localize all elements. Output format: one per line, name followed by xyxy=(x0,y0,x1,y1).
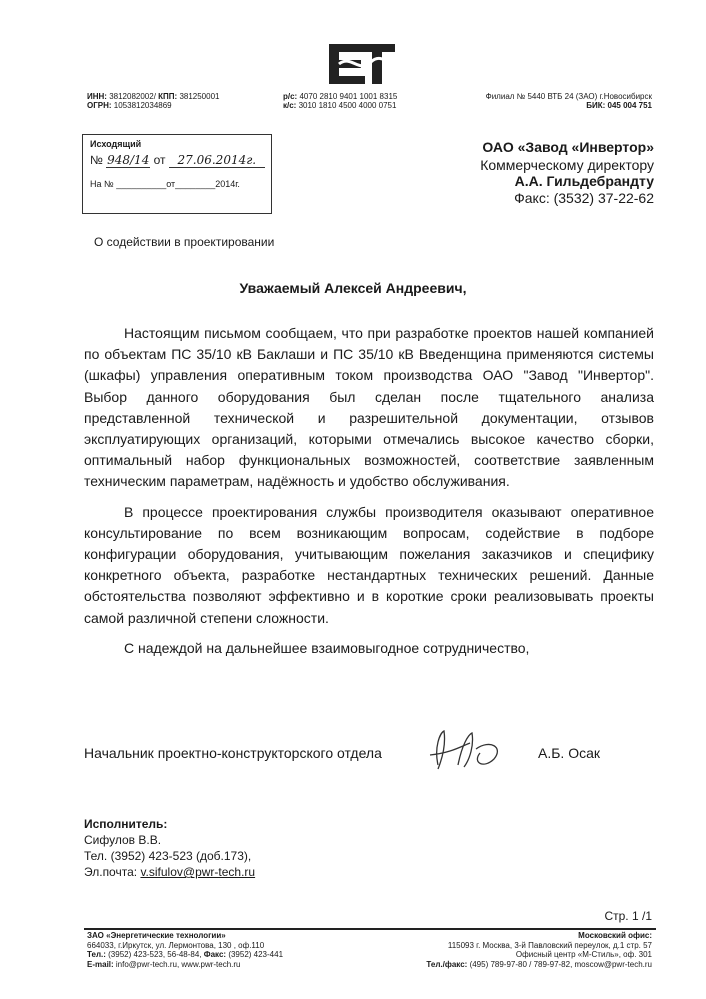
footer-tel: (3952) 423-523, 56-48-84, xyxy=(108,950,202,959)
paragraph: Настоящим письмом сообщаем, что при разработке проектов нашей компанией по объектам ПС 35/10 кВ Баклаши и ПС 35/10 кВ Введенщина применяются системы (шкафы) управления оперативным током производства ОАО "Завод "Инвертор". Выбор данного оборудования был сделан после тщательного анализа представленной технической и разрешительной документации, отзывов эксплуатирующих организаций, которыми отмечались высокое качество сборки, оптимальный набор функциональных возможностей, соответствие заявленным техническим параметрам, надёжность и удобство обслуживания. xyxy=(84,325,654,490)
footer-divider xyxy=(84,928,656,930)
recipient-fax: Факс: (3532) 37-22-62 xyxy=(514,190,654,206)
moscow-tel: (495) 789-97-80 / 789-97-82, moscow@pwr-tech.ru xyxy=(469,959,652,969)
from-label: от xyxy=(153,153,166,167)
page-number: Стр. 1 /1 xyxy=(604,909,652,923)
executor-block xyxy=(84,816,255,880)
footer-fax-label: Факс: xyxy=(203,950,227,959)
footer-right xyxy=(426,931,652,969)
paragraph: В процессе проектирования службы производителя оказывают оперативное консультирование по всем возникающим вопросам, содействие в подборе конфигурации оборудования, учитывающим пожелания заказчиков и специфику конкретного объекта, разработке нестандартных технических решений. Данные обстоятельства позволяют эффективно и в короткие сроки реализовывать проекты самой различной степени сложности. xyxy=(84,503,654,626)
company-logo xyxy=(325,40,397,88)
letter-body xyxy=(84,323,654,668)
recipient-company: ОАО «Завод «Инвертор» xyxy=(482,139,654,155)
reply-blank: __________от________2014г. xyxy=(116,179,240,189)
header-bank: Филиал № 5440 ВТБ 24 (ЗАО) г.Новосибирск xyxy=(485,92,652,101)
executor-phone: Тел. (3952) 423-523 (доб.173), xyxy=(84,849,252,863)
footer-email-label: E-mail: xyxy=(87,959,114,969)
outgoing-title: Исходящий xyxy=(90,139,142,149)
moscow-office: Офисный центр «М-Стиль», оф. 301 xyxy=(515,950,652,959)
outgoing-number-row xyxy=(90,153,265,168)
footer-left xyxy=(87,931,283,969)
outgoing-date: 27.06.2014г. xyxy=(169,153,265,168)
signer-name: А.Б. Осак xyxy=(538,745,600,761)
letter-subject: О содействии в проектировании xyxy=(94,235,275,249)
moscow-office-title: Московский офис: xyxy=(578,931,652,940)
footer-email[interactable]: info@pwr-tech.ru, www.pwr-tech.ru xyxy=(115,959,241,969)
rs-label: р/с: xyxy=(283,92,298,101)
footer-address: 664033, г.Иркутск, ул. Лермонтова, 130 , оф.110 xyxy=(87,940,265,950)
greeting: Уважаемый Алексей Андреевич, xyxy=(239,280,467,296)
executor-label: Исполнитель: xyxy=(84,817,168,831)
paragraph: С надеждой на дальнейшее взаимовыгодное сотрудничество, xyxy=(124,639,530,656)
ogrn-label: ОГРН: xyxy=(87,101,112,110)
kpp-label: КПП: xyxy=(158,92,178,101)
outgoing-number: 948/14 xyxy=(107,153,150,167)
number-label: № xyxy=(90,153,103,167)
signer-position: Начальник проектно-конструкторского отдела xyxy=(84,745,382,761)
inn-kpp-value: 3812082002/ xyxy=(109,92,156,101)
kpp-value: 381250001 xyxy=(179,92,220,101)
handwritten-signature xyxy=(420,725,510,775)
rs-value: 4070 2810 9401 1001 8315 xyxy=(299,92,398,101)
reply-row xyxy=(90,179,240,189)
reply-label: На № xyxy=(90,179,114,189)
footer-company: ЗАО «Энергетические технологии» xyxy=(87,931,226,940)
footer-tel-label: Тел.: xyxy=(87,950,106,959)
executor-email-label: Эл.почта: xyxy=(84,865,138,879)
footer-fax: (3952) 423-441 xyxy=(228,950,284,959)
inn-label: ИНН: xyxy=(87,92,107,101)
moscow-address: 115093 г. Москва, 3-й Павловский переулок, д.1 стр. 57 xyxy=(447,940,652,950)
header-ks xyxy=(283,101,396,111)
recipient-position: Коммерческому директору xyxy=(480,157,654,173)
ogrn-value: 1053812034869 xyxy=(113,101,172,110)
header-ogrn xyxy=(87,101,172,111)
header-bik: БИК: 045 004 751 xyxy=(586,101,652,110)
ks-value: 3010 1810 4500 4000 0751 xyxy=(298,101,397,110)
executor-email-link[interactable]: v.sifulov@pwr-tech.ru xyxy=(140,865,256,879)
executor-name: Сифулов В.В. xyxy=(84,833,162,847)
recipient-name: А.А. Гильдебрандту xyxy=(514,173,654,189)
moscow-tel-label: Тел./факс: xyxy=(426,959,468,969)
ks-label: к/с: xyxy=(283,101,297,110)
